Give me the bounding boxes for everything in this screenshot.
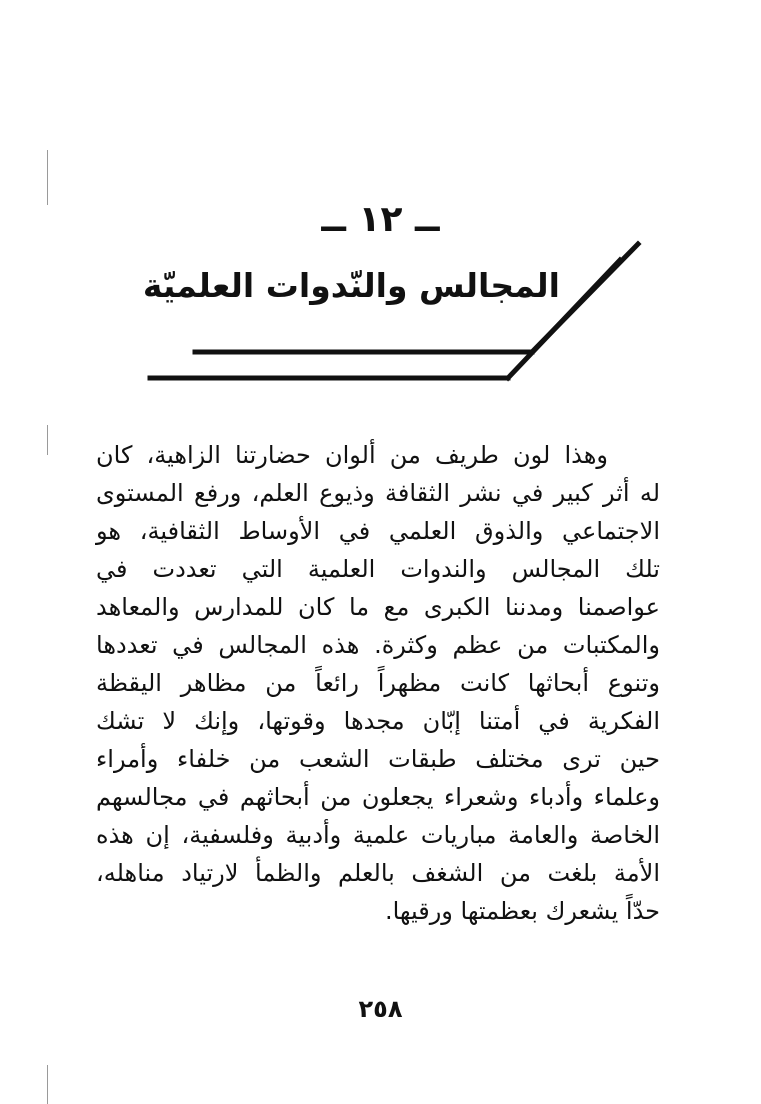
body-line: له أثر كبير في نشر الثقافة وذيوع العلم، ورفع المستوى bbox=[96, 479, 660, 507]
chapter-title: المجالس والنّدوات العلميّة bbox=[142, 266, 560, 305]
margin-mark-middle bbox=[47, 425, 48, 455]
body-line: وعلماء وأدباء وشعراء يجعلون من أبحاثهم في مجالسهم bbox=[96, 783, 660, 811]
body-line: حين ترى مختلف طبقات الشعب من خلفاء وأمراء bbox=[96, 745, 660, 773]
body-line: الاجتماعي والذوق العلمي في الأوساط الثقافية، هو bbox=[96, 517, 660, 545]
margin-mark-bottom bbox=[47, 1065, 48, 1104]
body-paragraph bbox=[96, 436, 660, 930]
body-line: حدّاً يشعرك بعظمتها ورقيها. bbox=[384, 897, 660, 925]
body-line: والمكتبات من عظم وكثرة. هذه المجالس في تعددها bbox=[96, 631, 660, 659]
body-line: الفكرية في أمتنا إبّان مجدها وقوتها، وإنك لا تشك bbox=[96, 707, 660, 735]
body-line: تلك المجالس والندوات العلمية التي تعددت في bbox=[96, 555, 660, 583]
body-line: وتنوع أبحاثها كانت مظهراً رائعاً من مظاهر اليقظة bbox=[96, 669, 660, 697]
margin-mark-top bbox=[47, 150, 48, 205]
title-ornament bbox=[140, 230, 650, 390]
body-line: الخاصة والعامة مباريات علمية وأدبية وفلسفية، إن هذه bbox=[96, 821, 660, 849]
body-line: الأمة بلغت من الشغف بالعلم والظمأ لارتياد مناهله، bbox=[96, 859, 660, 887]
chapter-number: ــ ١٢ ــ bbox=[321, 199, 440, 240]
body-line: عواصمنا ومدننا الكبرى مع ما كان للمدارس والمعاهد bbox=[96, 593, 660, 621]
page-number: ٢٥٨ bbox=[358, 995, 403, 1023]
body-line: وهذا لون طريف من ألوان حضارتنا الزاهية، كان bbox=[96, 441, 608, 469]
